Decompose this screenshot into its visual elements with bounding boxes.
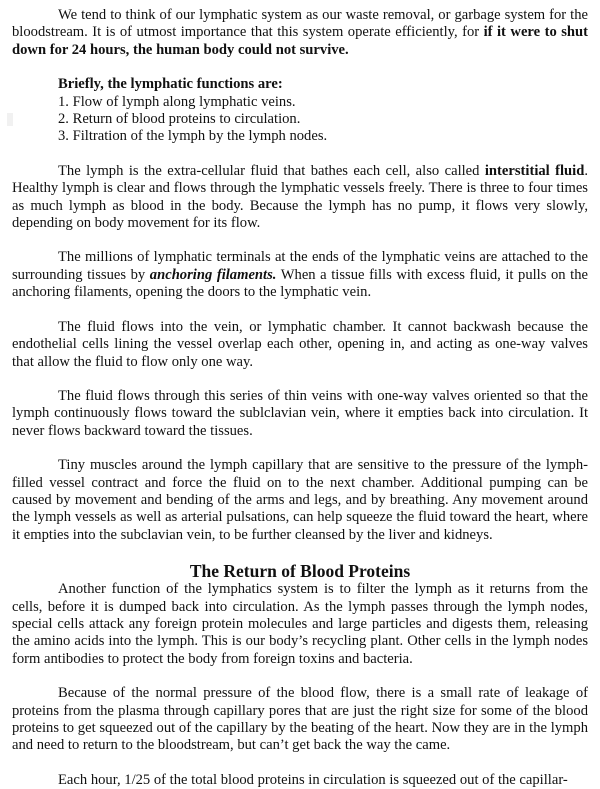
section-heading: The Return of Blood Proteins <box>189 561 411 582</box>
terminals-text-2: When a tissue fills with excess fluid, it pulls on the anchoring filaments, opening the doors to the lymphatic vein. <box>12 266 588 301</box>
intro-bold-text: if it were to shut down for 24 hours, the human body could not survive. <box>12 24 588 58</box>
valves-paragraph: The fluid flows through this series of thin veins with one-way valves oriented so that the lymph continuously flows toward the sublclavian vein, where it empties back into circulation. It never flows backward toward the tissues. <box>12 387 588 439</box>
list-item: 3. Filtration of the lymph by the lymph nodes. <box>58 128 328 145</box>
anchoring-filaments-term: anchoring filaments. <box>149 266 277 283</box>
list-item: 2. Return of blood proteins to circulation. <box>58 111 301 128</box>
hourly-paragraph: Each hour, 1/25 of the total blood proteins in circulation is squeezed out of the capillar- <box>58 771 568 788</box>
interstitial-fluid-term: interstitial fluid <box>484 162 585 179</box>
chamber-paragraph: The fluid flows into the vein, or lymphatic chamber. It cannot backwash because the endothelial cells lining the vessel overlap each other, opening in, and acting as one-way valves that allow the fluid to flow only one way. <box>12 318 588 370</box>
intro-paragraph <box>12 7 588 59</box>
lymph-paragraph <box>12 163 588 233</box>
muscles-paragraph: Tiny muscles around the lymph capillary that are sensitive to the pressure of the lymph-filled vessel contract and force the fluid on to the next chamber. Additional pumping can be caused by movement and bending of the arms and legs, and by breathing. Any movement around the lymph vessels as well as arterial pulsations, can help squeeze the fluid toward the heart, where it empties into the subclavian vein, to be further cleansed by the liver and kidneys. <box>12 457 588 543</box>
intro-text: We tend to think of our lymphatic system as our waste removal, or garbage system for the bloodstream. It is of utmost importance that this system operate efficiently, for <box>12 7 588 41</box>
functions-list <box>58 76 588 146</box>
scan-artifact <box>7 113 13 126</box>
lymph-text-2: . Healthy lymph is clear and flows through the lymphatic vessels freely. There is three to four times as much lymph as blood in the body. Because the lymph has no pump, it flows very slowly, depending on body movement for its flow. <box>12 162 588 232</box>
leakage-paragraph: Because of the normal pressure of the blood flow, there is a small rate of leakage of proteins from the plasma through capillary pores that are just the right size for some of the blood proteins to get squeezed out of the capillary by the beating of the heart. Now they are in the lymph and need to return to the bloodstream, but can’t get back the way the came. <box>12 685 588 754</box>
lymph-text-1: The lymph is the extra-cellular fluid that bathes each cell, also called <box>58 162 485 179</box>
list-item: 1. Flow of lymph along lymphatic veins. <box>58 93 296 110</box>
terminals-text-1: The millions of lymphatic terminals at the ends of the lymphatic veins are attached to the surrounding tissues by <box>12 249 588 283</box>
filter-paragraph: Another function of the lymphatics system is to filter the lymph as it returns from the cells, before it is dumped back into circulation. As the lymph passes through the lymph nodes, special cells attack any foreign protein molecules and large particles and digests them, releasing the amino acids into the lymph. This is our body’s recycling plant. Other cells in the lymph nodes form antibodies to protect the body from foreign toxins and bacteria. <box>12 581 588 667</box>
terminals-paragraph <box>12 249 588 301</box>
functions-heading: Briefly, the lymphatic functions are: <box>58 76 283 93</box>
